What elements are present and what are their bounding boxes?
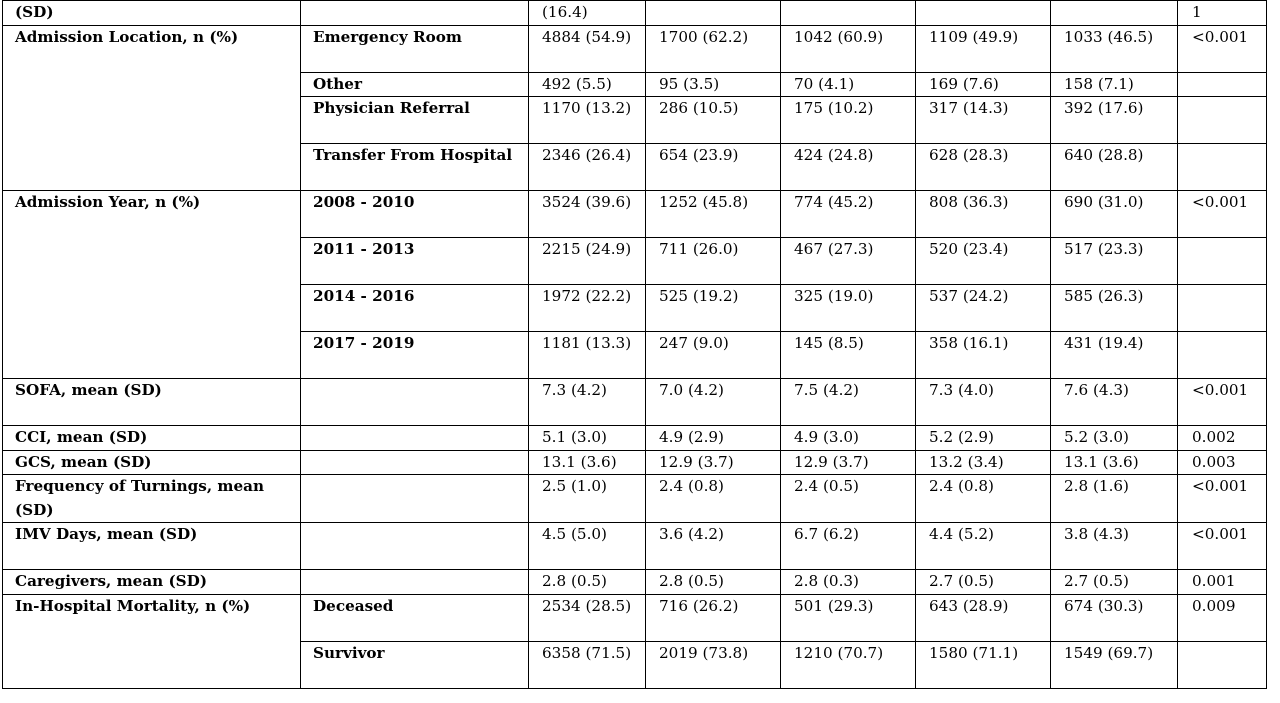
- value-cell: 467 (27.3): [781, 238, 916, 285]
- value-cell: 4.9 (2.9): [646, 426, 781, 451]
- value-cell: 2019 (73.8): [646, 641, 781, 688]
- p-value-cell: 0.002: [1178, 426, 1267, 451]
- category-label: [301, 523, 529, 570]
- value-cell: 774 (45.2): [781, 191, 916, 238]
- variable-label: Admission Year, n (%): [3, 191, 301, 379]
- variable-label: SOFA, mean (SD): [3, 379, 301, 426]
- value-cell: 12.9 (3.7): [646, 450, 781, 475]
- value-cell: 169 (7.6): [916, 72, 1051, 97]
- value-cell: 286 (10.5): [646, 97, 781, 144]
- table-row: [3, 475, 1267, 523]
- p-value-cell: 0.003: [1178, 450, 1267, 475]
- variable-label: Admission Location, n (%): [3, 25, 301, 191]
- value-cell: 2.8 (1.6): [1051, 475, 1178, 523]
- value-cell: 175 (10.2): [781, 97, 916, 144]
- value-cell: 7.5 (4.2): [781, 379, 916, 426]
- value-cell: 1700 (62.2): [646, 25, 781, 72]
- value-cell: 501 (29.3): [781, 594, 916, 641]
- value-cell: 158 (7.1): [1051, 72, 1178, 97]
- value-cell: 5.1 (3.0): [529, 426, 646, 451]
- value-cell: 628 (28.3): [916, 144, 1051, 191]
- value-cell: 12.9 (3.7): [781, 450, 916, 475]
- value-cell: 3.8 (4.3): [1051, 523, 1178, 570]
- variable-label: IMV Days, mean (SD): [3, 523, 301, 570]
- value-cell: 1580 (71.1): [916, 641, 1051, 688]
- variable-label: GCS, mean (SD): [3, 450, 301, 475]
- table-row: [3, 1, 1267, 26]
- p-value-cell: <0.001: [1178, 191, 1267, 238]
- value-cell: [916, 1, 1051, 26]
- value-cell: 520 (23.4): [916, 238, 1051, 285]
- table-row: [3, 450, 1267, 475]
- category-label: [301, 1, 529, 26]
- value-cell: 2.8 (0.5): [646, 570, 781, 595]
- value-cell: [646, 1, 781, 26]
- p-value-cell: <0.001: [1178, 25, 1267, 72]
- value-cell: 643 (28.9): [916, 594, 1051, 641]
- value-cell: 654 (23.9): [646, 144, 781, 191]
- value-cell: (16.4): [529, 1, 646, 26]
- category-label: Survivor: [301, 641, 529, 688]
- p-value-cell: <0.001: [1178, 475, 1267, 523]
- table-row: [3, 191, 1267, 238]
- table-row: [3, 523, 1267, 570]
- value-cell: 3524 (39.6): [529, 191, 646, 238]
- value-cell: 392 (17.6): [1051, 97, 1178, 144]
- value-cell: 325 (19.0): [781, 285, 916, 332]
- p-value-cell: 0.001: [1178, 570, 1267, 595]
- value-cell: 2.5 (1.0): [529, 475, 646, 523]
- value-cell: 1109 (49.9): [916, 25, 1051, 72]
- value-cell: 690 (31.0): [1051, 191, 1178, 238]
- variable-label: In-Hospital Mortality, n (%): [3, 594, 301, 688]
- value-cell: 2346 (26.4): [529, 144, 646, 191]
- value-cell: 13.2 (3.4): [916, 450, 1051, 475]
- value-cell: 4.5 (5.0): [529, 523, 646, 570]
- value-cell: 7.0 (4.2): [646, 379, 781, 426]
- category-label: Other: [301, 72, 529, 97]
- value-cell: 358 (16.1): [916, 332, 1051, 379]
- value-cell: 2215 (24.9): [529, 238, 646, 285]
- category-label: 2011 - 2013: [301, 238, 529, 285]
- value-cell: 5.2 (2.9): [916, 426, 1051, 451]
- value-cell: 1252 (45.8): [646, 191, 781, 238]
- value-cell: 1170 (13.2): [529, 97, 646, 144]
- category-label: 2014 - 2016: [301, 285, 529, 332]
- statistics-table: [2, 0, 1267, 689]
- value-cell: 1210 (70.7): [781, 641, 916, 688]
- category-label: [301, 570, 529, 595]
- category-label: 2008 - 2010: [301, 191, 529, 238]
- value-cell: 424 (24.8): [781, 144, 916, 191]
- value-cell: 95 (3.5): [646, 72, 781, 97]
- value-cell: 247 (9.0): [646, 332, 781, 379]
- value-cell: 6358 (71.5): [529, 641, 646, 688]
- value-cell: 7.3 (4.0): [916, 379, 1051, 426]
- value-cell: 2.8 (0.3): [781, 570, 916, 595]
- value-cell: 5.2 (3.0): [1051, 426, 1178, 451]
- p-value-cell: [1178, 144, 1267, 191]
- value-cell: 517 (23.3): [1051, 238, 1178, 285]
- value-cell: 13.1 (3.6): [529, 450, 646, 475]
- category-label: [301, 475, 529, 523]
- table-row: [3, 25, 1267, 72]
- category-label: Deceased: [301, 594, 529, 641]
- value-cell: 1033 (46.5): [1051, 25, 1178, 72]
- value-cell: 525 (19.2): [646, 285, 781, 332]
- table-row: [3, 570, 1267, 595]
- value-cell: 711 (26.0): [646, 238, 781, 285]
- value-cell: 640 (28.8): [1051, 144, 1178, 191]
- value-cell: 1549 (69.7): [1051, 641, 1178, 688]
- value-cell: 2.4 (0.8): [646, 475, 781, 523]
- value-cell: 6.7 (6.2): [781, 523, 916, 570]
- variable-label: CCI, mean (SD): [3, 426, 301, 451]
- value-cell: 716 (26.2): [646, 594, 781, 641]
- value-cell: 492 (5.5): [529, 72, 646, 97]
- value-cell: 2.4 (0.8): [916, 475, 1051, 523]
- value-cell: 674 (30.3): [1051, 594, 1178, 641]
- value-cell: 13.1 (3.6): [1051, 450, 1178, 475]
- p-value-cell: [1178, 238, 1267, 285]
- p-value-cell: [1178, 97, 1267, 144]
- category-label: Emergency Room: [301, 25, 529, 72]
- table-body: [3, 1, 1267, 689]
- value-cell: 145 (8.5): [781, 332, 916, 379]
- value-cell: 537 (24.2): [916, 285, 1051, 332]
- value-cell: 70 (4.1): [781, 72, 916, 97]
- value-cell: 2.4 (0.5): [781, 475, 916, 523]
- table-row: [3, 379, 1267, 426]
- p-value-cell: <0.001: [1178, 523, 1267, 570]
- category-label: 2017 - 2019: [301, 332, 529, 379]
- p-value-cell: 1: [1178, 1, 1267, 26]
- p-value-cell: [1178, 641, 1267, 688]
- category-label: [301, 379, 529, 426]
- table-row: [3, 426, 1267, 451]
- p-value-cell: <0.001: [1178, 379, 1267, 426]
- value-cell: 1972 (22.2): [529, 285, 646, 332]
- value-cell: 2.7 (0.5): [1051, 570, 1178, 595]
- category-label: Physician Referral: [301, 97, 529, 144]
- value-cell: 808 (36.3): [916, 191, 1051, 238]
- value-cell: 585 (26.3): [1051, 285, 1178, 332]
- value-cell: 317 (14.3): [916, 97, 1051, 144]
- value-cell: 1181 (13.3): [529, 332, 646, 379]
- value-cell: 3.6 (4.2): [646, 523, 781, 570]
- variable-label: Frequency of Turnings, mean (SD): [3, 475, 301, 523]
- value-cell: 1042 (60.9): [781, 25, 916, 72]
- variable-label: (SD): [3, 1, 301, 26]
- value-cell: 431 (19.4): [1051, 332, 1178, 379]
- p-value-cell: 0.009: [1178, 594, 1267, 641]
- value-cell: 4884 (54.9): [529, 25, 646, 72]
- p-value-cell: [1178, 332, 1267, 379]
- p-value-cell: [1178, 285, 1267, 332]
- value-cell: 7.6 (4.3): [1051, 379, 1178, 426]
- value-cell: 4.4 (5.2): [916, 523, 1051, 570]
- category-label: Transfer From Hospital: [301, 144, 529, 191]
- value-cell: 2534 (28.5): [529, 594, 646, 641]
- table-row: [3, 594, 1267, 641]
- value-cell: 7.3 (4.2): [529, 379, 646, 426]
- value-cell: 2.7 (0.5): [916, 570, 1051, 595]
- value-cell: [1051, 1, 1178, 26]
- value-cell: 2.8 (0.5): [529, 570, 646, 595]
- value-cell: [781, 1, 916, 26]
- category-label: [301, 450, 529, 475]
- p-value-cell: [1178, 72, 1267, 97]
- category-label: [301, 426, 529, 451]
- variable-label: Caregivers, mean (SD): [3, 570, 301, 595]
- value-cell: 4.9 (3.0): [781, 426, 916, 451]
